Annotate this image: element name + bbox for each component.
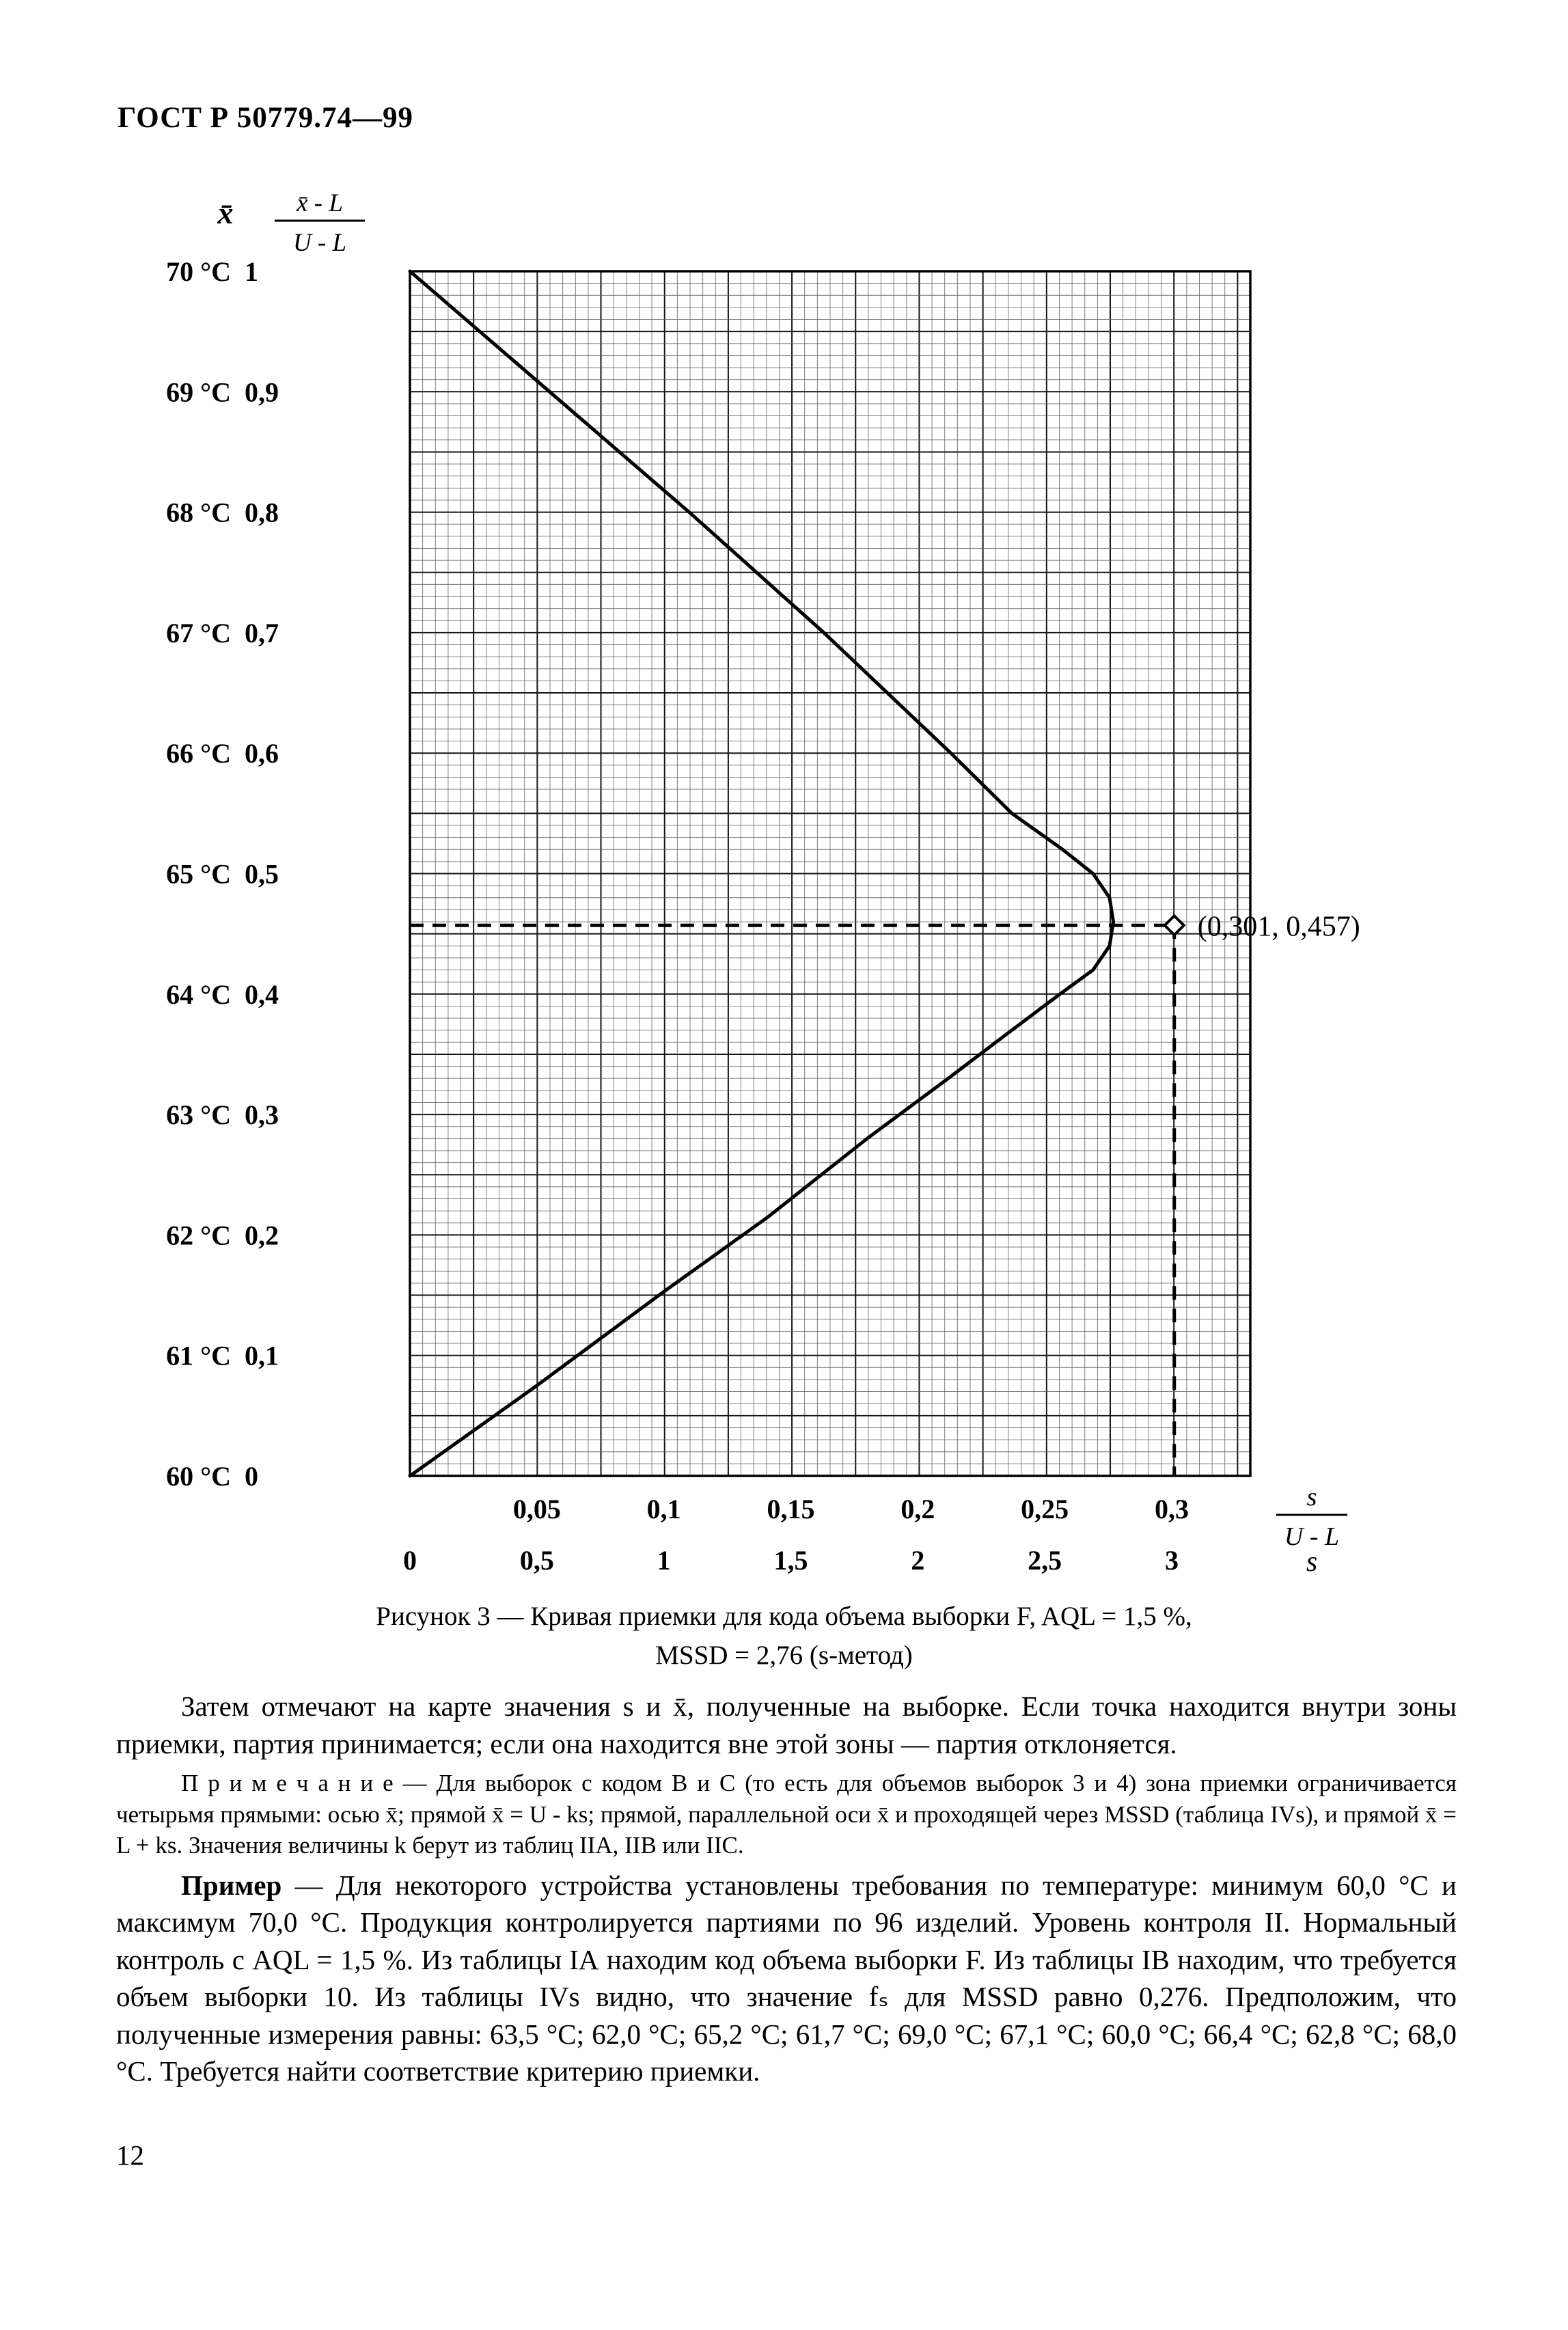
y-tick-temp-label: 65 °C <box>166 858 231 890</box>
x-tick-ratio-label: 0,25 <box>1021 1494 1069 1524</box>
body-text-block <box>116 1688 1457 2096</box>
y-tick-temp-label: 68 °C <box>166 497 231 528</box>
y-tick-value-label: 0 <box>245 1461 258 1492</box>
x-tick-s-label: 1,5 <box>773 1545 808 1576</box>
figure-caption-line2: MSSD = 2,76 (s-метод) <box>655 1640 913 1670</box>
y-tick-value-label: 0,1 <box>245 1340 279 1371</box>
y-tick-temp-label: 67 °C <box>166 617 231 648</box>
x-tick-s-label: 1 <box>657 1545 671 1576</box>
page-number: 12 <box>116 2139 144 2171</box>
y-tick-value-label: 0,2 <box>245 1220 279 1251</box>
x-tick-s-label: 2 <box>911 1545 925 1576</box>
y-axis-var-title: x̄ <box>217 195 234 230</box>
sample-point-label: (0,301, 0,457) <box>1197 911 1360 943</box>
y-tick-temp-label: 61 °C <box>166 1340 231 1371</box>
y-tick-value-label: 0,6 <box>245 738 279 769</box>
y-tick-value-label: 0,4 <box>245 978 279 1010</box>
y-tick-temp-label: 63 °C <box>166 1099 231 1131</box>
y-tick-temp-label: 60 °C <box>166 1461 231 1492</box>
y-tick-temp-label: 64 °C <box>166 978 231 1010</box>
y-axis-fraction-numerator: x̄ - L <box>297 189 343 217</box>
note-lead: П р и м е ч а н и е <box>181 1770 394 1797</box>
y-tick-value-label: 0,9 <box>245 376 279 408</box>
x-axis-fraction-numerator: s <box>1306 1483 1317 1511</box>
y-tick-temp-label: 66 °C <box>166 738 231 769</box>
paragraph-note <box>116 1768 1457 1861</box>
x-tick-s-label: 0 <box>403 1545 417 1576</box>
y-tick-value-label: 0,7 <box>245 617 279 648</box>
figure-caption <box>0 1598 1568 1675</box>
x-tick-ratio-label: 0,2 <box>900 1494 935 1524</box>
x-tick-s-label: 2,5 <box>1028 1545 1062 1576</box>
x-tick-ratio-label: 0,05 <box>512 1494 561 1524</box>
x-tick-s-label: 3 <box>1165 1545 1179 1576</box>
y-tick-temp-label: 70 °C <box>166 256 231 287</box>
x-axis-fraction-denominator: U - L <box>1284 1522 1340 1551</box>
y-tick-value-label: 0,5 <box>245 858 279 890</box>
figure-caption-line1: Рисунок 3 — Кривая приемки для кода объема выборки F, AQL = 1,5 %, <box>376 1602 1192 1631</box>
x-axis-s-title: s <box>1306 1546 1318 1578</box>
y-tick-temp-label: 69 °C <box>166 376 231 408</box>
doc-header: ГОСТ Р 50779.74—99 <box>118 102 414 134</box>
acceptance-curve-chart <box>150 181 1435 1595</box>
x-tick-ratio-label: 0,3 <box>1155 1494 1189 1524</box>
example-lead: Пример <box>181 1869 282 1901</box>
x-tick-ratio-label: 0,1 <box>646 1494 681 1524</box>
y-tick-temp-label: 62 °C <box>166 1220 231 1251</box>
paragraph-example <box>116 1867 1457 2090</box>
paragraph-main <box>116 1688 1457 1762</box>
paragraph-main-text: Затем отмечают на карте значения s и x̄, полученные на выборке. Если точка находится внутри зоны приемки, партия принимается; если она находится вне этой зоны — партия отклоняется. <box>116 1690 1457 1759</box>
y-tick-value-label: 0,3 <box>245 1099 279 1131</box>
example-text: — Для некоторого устройства установлены требования по температуре: минимум 60,0 °С и максимум 70,0 °С. Продукция контролируется партиями по 96 изделий. Уровень контроля II. Нормальный контроль с AQL = 1,5 %. Из таблицы IА находим код объема выборки F. Из таблицы IВ находим, что требуется объем выборки 10. Из таблицы IVs видно, что значение fₛ для MSSD равно 0,276. Предположим, что полученные измерения равны: 63,5 °С; 62,0 °С; 65,2 °С; 61,7 °С; 69,0 °С; 67,1 °С; 60,0 °С; 66,4 °С; 62,8 °С; 68,0 °С. Требуется найти соответствие критерию приемки. <box>116 1869 1457 2087</box>
note-text: — Для выборок с кодом В и С (то есть для объемов выборок 3 и 4) зона приемки ограничивается четырьмя прямыми: осью x̄; прямой x̄ = U - ks; прямой, параллельной оси x̄ и проходящей через MSSD (таблица IVs), и прямой x̄ = L + ks. Значения величины k берут из таблиц IIА, IIВ или IIС. <box>116 1770 1457 1859</box>
y-tick-value-label: 1 <box>245 256 258 287</box>
x-tick-s-label: 0,5 <box>519 1545 554 1576</box>
x-tick-ratio-label: 0,15 <box>767 1494 815 1524</box>
y-axis-fraction-denominator: U - L <box>292 229 347 257</box>
y-tick-value-label: 0,8 <box>245 497 279 528</box>
sample-point-marker <box>1165 916 1184 935</box>
